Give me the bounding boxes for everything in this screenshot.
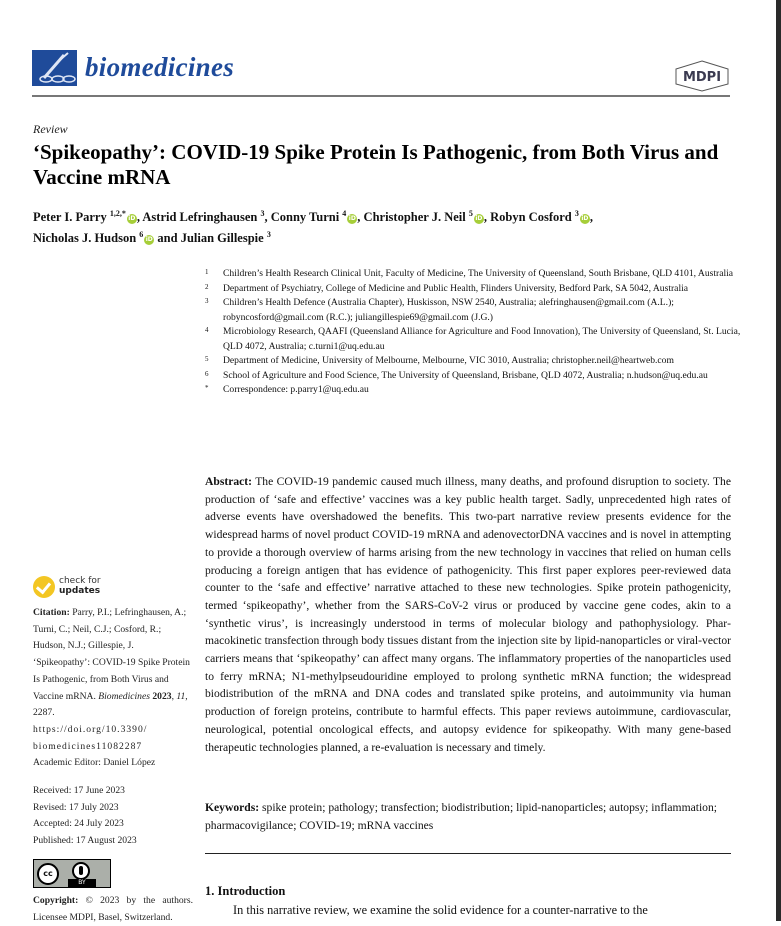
author-affiliation-sup: 3 — [260, 209, 265, 218]
by-label: BY — [68, 879, 96, 887]
affiliation-text: Children’s Health Defence (Australia Chapter), Huskisson, NSW 2540, Australia; alefringhausen@gmail.com (A.L.); robyncosford@gmail.com (R.C.); juliangillespie69@gmail.com (J.G.) — [223, 297, 674, 323]
affiliation-item — [203, 369, 743, 384]
citation-journal: Biomedicines — [98, 690, 150, 702]
author-affiliation-sup: 5 — [468, 209, 473, 218]
affiliation-item — [203, 325, 743, 354]
author-affiliation-sup: 6 — [139, 230, 144, 240]
affiliation-text: Correspondence: p.parry1@uq.edu.au — [223, 384, 369, 395]
attribution-person-icon — [72, 862, 90, 880]
section-heading-introduction: 1. Introduction — [205, 884, 286, 898]
orcid-icon[interactable]: iD — [128, 215, 136, 223]
mdpi-logo-icon[interactable] — [674, 60, 730, 92]
author-list: Peter I. Parry $^{1,2,*}$iD, Astrid Lefringhausen $^3$, Conny Turni $^4$iD, Christopher J. Neil $^5$iD, Robyn Cosford $^3$iD, Nicholas J. Hudson $^6$iD and Julian Gillespie $^3$ — [33, 209, 593, 246]
date-published: Published: 17 August 2023 — [33, 834, 137, 846]
journal-logo-icon — [32, 50, 77, 86]
date-accepted: Accepted: 24 July 2023 — [33, 818, 124, 829]
copyright-text: © 2023 by the authors. Licensee MDPI, Basel, Switzerland. — [33, 895, 193, 923]
affiliation-text: Department of Psychiatry, College of Medicine and Public Health, Flinders University, Bedford Park, SA 5042, Australia — [223, 282, 689, 294]
copyright-label: Copyright: — [33, 895, 79, 906]
affiliation-number: 1 — [205, 268, 209, 276]
author-affiliation-sup: 3 — [574, 209, 579, 218]
affiliation-text: Children’s Health Research Clinical Unit, Faculty of Medicine, The University of Queensland, South Brisbane, QLD 4101, Australia — [223, 268, 734, 279]
affiliation-number: 6 — [205, 369, 209, 378]
keywords-label: Keywords: — [205, 801, 260, 814]
article-title: ‘Spikeopathy’: COVID-19 Spike Protein Is Pathogenic, from Both Virus and Vaccine mRNA — [33, 140, 719, 189]
affiliation-number: 5 — [205, 355, 209, 363]
orcid-icon[interactable]: iD — [145, 236, 153, 244]
affiliation-text: Department of Medicine, University of Melbourne, Melbourne, VIC 3010, Australia; christopher.neil@heartweb.com — [223, 355, 674, 366]
author-name: Julian Gillespie — [180, 231, 267, 246]
article-type: Review — [33, 122, 68, 136]
affiliation-number: 2 — [205, 282, 209, 291]
header-divider — [32, 95, 730, 97]
academic-editor: Academic Editor: Daniel López — [33, 757, 156, 768]
affiliation-number: 3 — [205, 297, 209, 305]
author-affiliation-sup: 1,2,* — [109, 209, 126, 218]
abstract-text: The COVID-19 pandemic caused much illness, many deaths, and profound disruption to society. The production of ‘safe and effective’ vaccines was a key public health target. Sadly, unprecedented high rates of adverse events have overshadowed the benefits. This two-part narrative review presents evidence for the widespread harms of novel product COVID-19 mRNA and adenovectorDNA vaccines and is novel in attempting to provide a thorough overview of harms arising from the new technology in vaccines that relied on human cells producing a foreign antigen that has evidence of pathogenicity. This first paper explores peer-reviewed data counter to the ‘safe and effective’ narrative attached to these new technologies. Spike protein pathogenicity, termed ‘spikeopathy’, whether from the SARS-CoV-2 virus or produced by vaccine gene codes, akin to a ‘synthetic virus’, is increasingly understood in terms of molecular biology and pathophysiology. Pharmacokinetic transfection through body tissues distant from the injection site by lipid-nanoparticles or viral-vector carriers means that ‘spikeopathy’ can affect many organs. The inflammatory properties of the nanoparticles used to ferry mRNA; N1-methylpseudouridine employed to prolong synthetic mRNA function; the widespread biodistribution of the mRNA and DNA codes and translated spike proteins, and autoimmunity via human production of foreign proteins, contribute to harmful effects. This paper reviews autoimmune, cardiovascular, neurological, potential oncological effects, and autopsy evidence for spikeopathy. With many gene-based therapeutic technologies planned, a re-evaluation is necessary and timely. — [205, 475, 731, 754]
keywords — [205, 799, 731, 834]
date-received: Received: 17 June 2023 — [33, 785, 125, 796]
affiliation-list — [203, 267, 743, 398]
affiliation-number: 4 — [205, 326, 209, 334]
author-name: Nicholas J. Hudson — [33, 231, 140, 246]
affiliation-number: * — [205, 384, 209, 392]
affiliation-item — [203, 354, 743, 369]
citation-year: 2023 — [152, 690, 172, 702]
journal-header — [32, 50, 730, 92]
orcid-icon[interactable]: iD — [581, 215, 589, 223]
affiliation-text: School of Agriculture and Food Science, The University of Queensland, Brisbane, QLD 4072, Australia; n.hudson@uq.edu.au — [223, 369, 708, 381]
author-name: Conny Turni — [270, 210, 343, 225]
publication-dates — [33, 783, 193, 849]
affiliation-item — [203, 296, 743, 325]
abstract-label: Abstract: — [205, 475, 253, 488]
author-name: Peter I. Parry — [33, 210, 110, 225]
affiliation-item — [203, 267, 743, 282]
author-affiliation-sup: 3 — [266, 230, 271, 240]
abstract — [205, 473, 731, 756]
orcid-icon[interactable]: iD — [475, 215, 483, 223]
check-updates-icon — [33, 576, 55, 598]
citation-volume: 11 — [176, 690, 186, 702]
check-for-updates-button[interactable] — [33, 576, 193, 602]
author-name: Robyn Cosford — [490, 210, 575, 225]
intro-paragraph: In this narrative review, we examine the solid evidence for a counter-narrative to the — [233, 903, 648, 917]
journal-name[interactable]: biomedicines — [85, 52, 235, 82]
check-updates-line1: check for — [59, 576, 101, 586]
author-name: Astrid Lefringhausen — [142, 210, 261, 225]
doi-link[interactable]: https://doi.org/10.3390/ biomedicines11082287 — [33, 723, 148, 752]
mdpi-logo-text: MDPI — [682, 70, 722, 85]
affiliation-text: Microbiology Research, QAAFI (Queensland Alliance for Agriculture and Food Innovation), The University of Queensland, St. Lucia, QLD 4072, Australia; c.turni1@uq.edu.au — [223, 326, 741, 352]
citation-label: Citation: — [33, 607, 70, 618]
orcid-icon[interactable]: iD — [348, 215, 356, 223]
author-affiliation-sup: 4 — [342, 209, 347, 218]
affiliation-item — [203, 383, 743, 398]
keywords-text: spike protein; pathology; transfection; biodistribution; lipid-nanoparticles; autopsy; inflammation; pharmacovigilance; COVID-19; mRNA vaccines — [205, 801, 717, 832]
section-divider — [205, 853, 731, 854]
citation-page: 2287 — [33, 707, 53, 719]
citation-text: Parry, P.I.; Lefringhausen, A.; Turni, C.; Neil, C.J.; Cosford, R.; Hudson, N.J.; Gillespie, J. ‘Spikeopathy’: COVID-19 Spike Protein Is Pathogenic, from Both Virus and Vaccine mRNA. — [33, 607, 190, 702]
date-revised: Revised: 17 July 2023 — [33, 801, 119, 813]
cc-by-license-badge[interactable] — [33, 859, 111, 888]
author-name: Christopher J. Neil — [363, 210, 469, 225]
viewer-edge — [776, 0, 781, 921]
check-updates-line2: updates — [59, 586, 101, 596]
cc-icon: cc — [37, 863, 59, 885]
citation-block: Citation: Parry, P.I.; Lefringhausen, A.; Turni, C.; Neil, C.J.; Cosford, R.; Hudson, N.J.; Gillespie, J. ‘Spikeopathy’: COVID-19 Spike Protein Is Pathogenic, from Both Virus and Vaccine mRNA. Biomedicines 2023, 11, 2287. https://doi.org/10.3390/ biomedicines11082287 — [33, 605, 193, 755]
affiliation-item — [203, 282, 743, 297]
